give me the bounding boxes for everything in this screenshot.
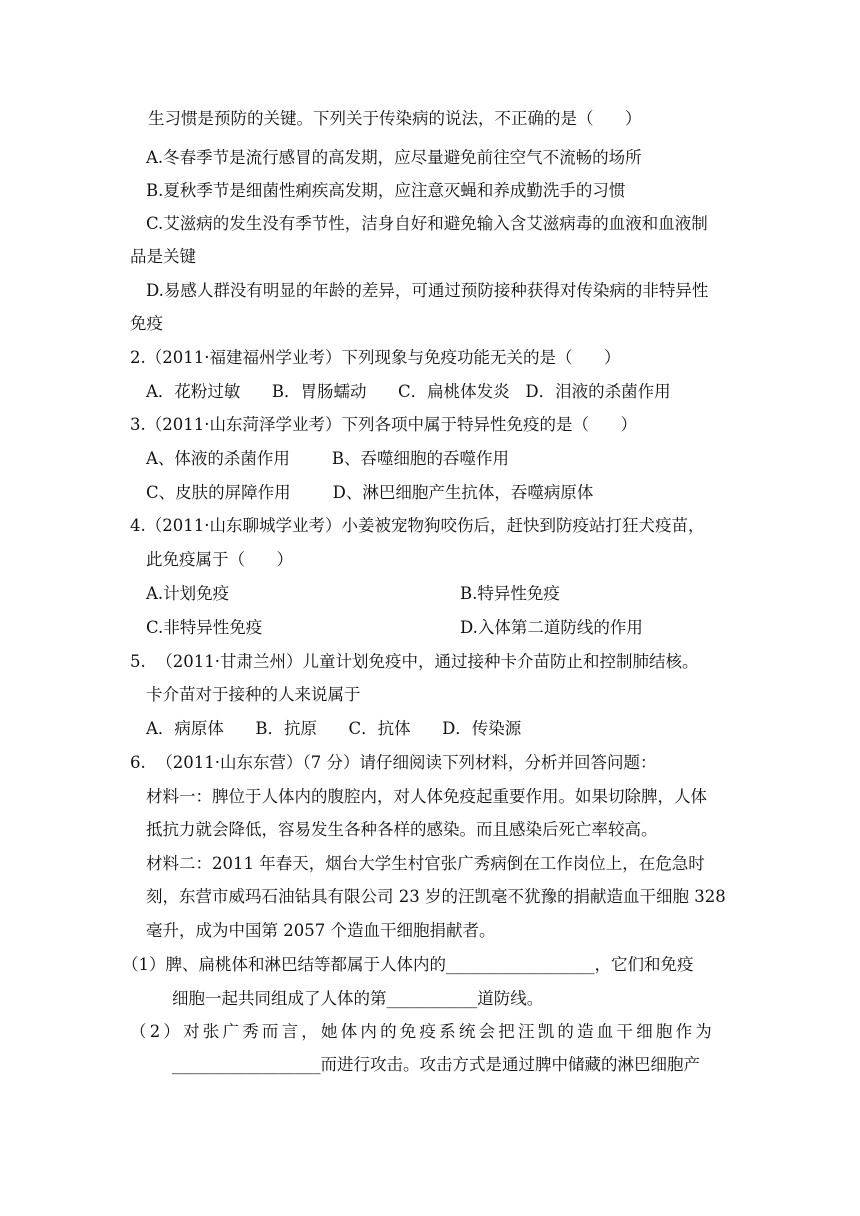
q6-material2-line3: 毫升，成为中国第 2057 个造血干细胞捐献者。: [146, 921, 496, 940]
q1-option-c-line2: 品是关键: [130, 247, 196, 266]
q1-stem-line: 生习惯是预防的关键。下列关于传染病的说法，不正确的是（ ）: [148, 109, 642, 128]
q6-material1-line1: 材料一：脾位于人体内的腹腔内，对人体免疫起重要作用。如果切除脾，人体: [146, 787, 707, 806]
q1-option-d-line1: D.易感人群没有明显的年龄的差异，可通过预防接种获得对传染病的非特异性: [146, 281, 709, 300]
q6-subquestion1-line1: （1）脾、扁桃体和淋巴结等都属于人体内的__________________，它们和免疫: [122, 955, 694, 974]
q2-options: A．花粉过敏 B．胃肠蠕动 C．扁桃体发炎 D．泪液的杀菌作用: [146, 382, 671, 401]
q4-stem-line1: 4.（2011·山东聊城学业考）小姜被宠物狗咬伤后，赶快到防疫站打狂犬疫苗，: [130, 516, 705, 535]
q4-option-b: B.特异性免疫: [460, 584, 560, 603]
q6-material1-line2: 抵抗力就会降低，容易发生各种各样的感染。而且感染后死亡率较高。: [146, 820, 658, 839]
q2-stem: 2.（2011·福建福州学业考）下列现象与免疫功能无关的是（ ）: [130, 348, 621, 367]
q1-option-a: A.冬春季节是流行感冒的高发期，应尽量避免前往空气不流畅的场所: [146, 148, 642, 167]
q3-stem: 3.（2011·山东菏泽学业考）下列各项中属于特异性免疫的是（ ）: [130, 415, 637, 434]
q1-option-c-line1: C.艾滋病的发生没有季节性，洁身自好和避免输入含艾滋病毒的血液和血液制: [146, 214, 708, 233]
q6-subquestion2-line2: __________________而进行攻击。攻击方式是通过脾中储藏的淋巴细胞产: [172, 1055, 700, 1074]
q5-options: A．病原体 B．抗原 C．抗体 D．传染源: [146, 719, 522, 738]
q3-options-row2: C、皮肤的屏障作用 D、淋巴细胞产生抗体，吞噬病原体: [146, 483, 594, 502]
q6-stem: 6. （2011·山东东营）（7 分）请仔细阅读下列材料，分析并回答问题：: [130, 753, 657, 772]
q3-options-row1: A、体液的杀菌作用 B、吞噬细胞的吞噬作用: [146, 449, 509, 468]
q1-option-b: B.夏秋季节是细菌性痢疾高发期，应注意灭蝇和养成勤洗手的习惯: [146, 181, 626, 200]
q6-material2-line2: 刻，东营市威玛石油钻具有限公司 23 岁的汪凯毫不犹豫的捐献造血干细胞 328: [146, 887, 726, 906]
q6-subquestion1-line2: 细胞一起共同组成了人体的第___________道防线。: [172, 989, 544, 1008]
q4-stem-line2: 此免疫属于（ ）: [146, 550, 293, 569]
q6-subquestion2-line1: （2）对张广秀而言，她体内的免疫系统会把汪凯的造血干细胞作为: [130, 1022, 715, 1041]
q5-stem-line1: 5. （2011·甘肃兰州）儿童计划免疫中，通过接种卡介苗防止和控制肺结核。: [130, 652, 699, 671]
q4-option-d: D.入体第二道防线的作用: [460, 618, 643, 637]
q1-option-d-line2: 免疫: [130, 314, 163, 333]
q4-option-c: C.非特异性免疫: [146, 618, 263, 637]
q5-stem-line2: 卡介苗对于接种的人来说属于: [146, 685, 361, 704]
q4-option-a: A.计划免疫: [146, 584, 230, 603]
q6-material2-line1: 材料二：2011 年春天，烟台大学生村官张广秀病倒在工作岗位上，在危急时: [146, 854, 705, 873]
